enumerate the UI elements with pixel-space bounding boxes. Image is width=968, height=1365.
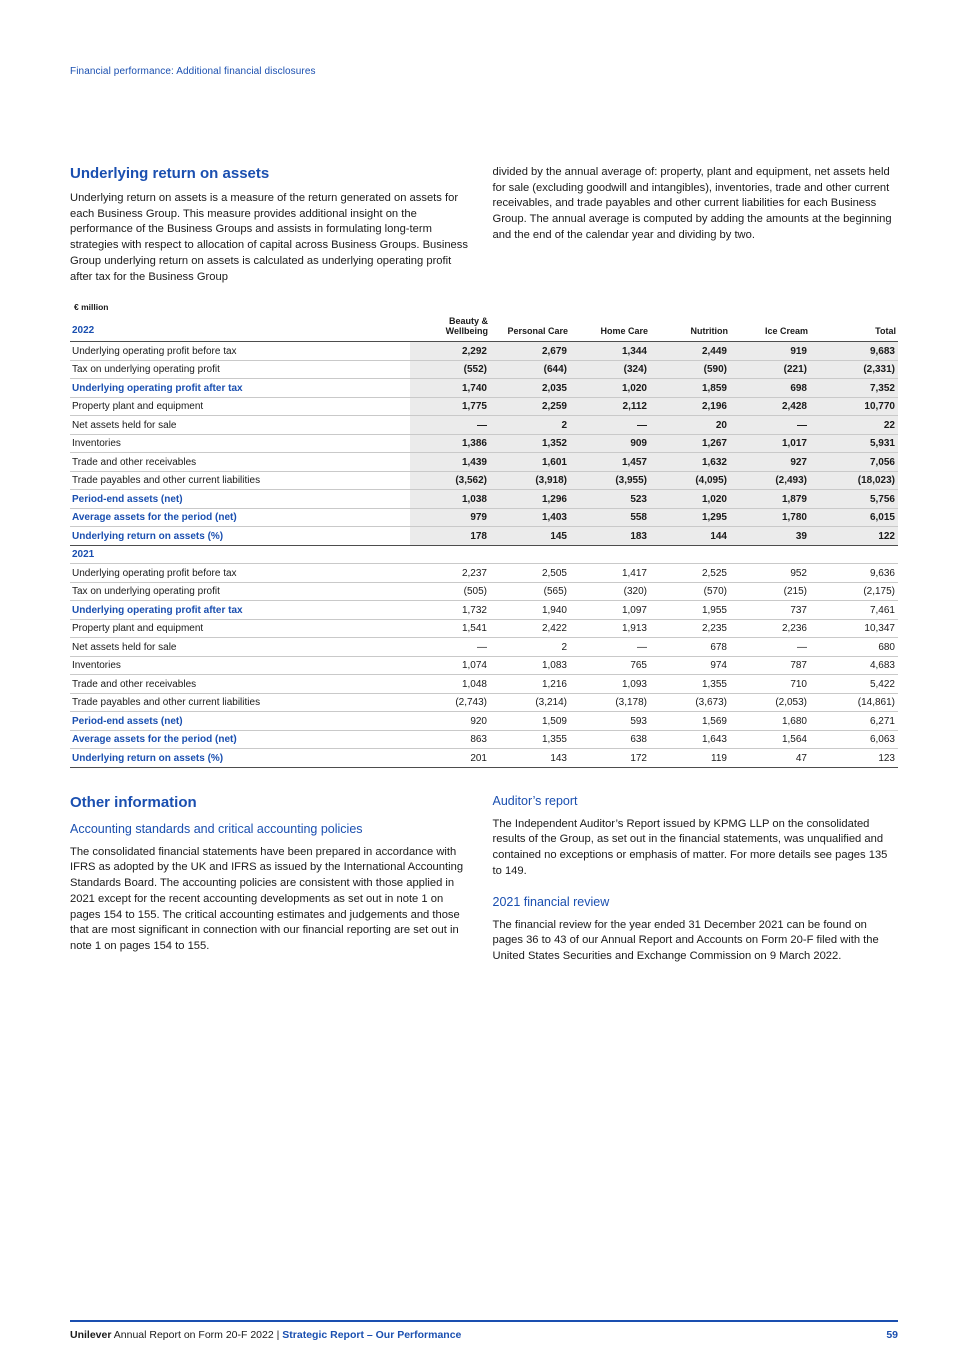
cell-value: 1,541	[461, 623, 487, 635]
cell-value: (644)	[490, 360, 570, 379]
row-label: Property plant and equipment	[72, 401, 204, 413]
cell-value: (320)	[623, 586, 647, 598]
table-row	[70, 730, 898, 749]
cell-value: 2	[561, 641, 567, 653]
cell-value: 201	[470, 752, 487, 764]
cell-value: 1,093	[621, 678, 647, 690]
cell-value: (3,673)	[695, 697, 727, 709]
row-label: Tax on underlying operating profit	[72, 364, 220, 376]
table-row	[70, 656, 898, 675]
cell-value: 1,020	[570, 379, 650, 398]
cell-value: 5,756	[810, 490, 898, 509]
cell-value: (3,955)	[570, 471, 650, 490]
cell-value: 920	[470, 715, 487, 727]
cell-value: 1,780	[730, 508, 810, 527]
cell-value: 7,461	[869, 604, 895, 616]
cell-value: 2,525	[701, 567, 727, 579]
table-row	[70, 508, 898, 527]
roa-table-body	[70, 342, 898, 768]
cell-value: 10,770	[810, 397, 898, 416]
cell-value: 593	[630, 715, 647, 727]
cell-value: 6,015	[810, 508, 898, 527]
row-label: Tax on underlying operating profit	[72, 586, 220, 598]
cell-value: —	[637, 641, 647, 653]
cell-value: 123	[878, 752, 895, 764]
table-row	[70, 471, 898, 490]
cell-value: (3,214)	[535, 697, 567, 709]
breadcrumb: Financial performance: Additional financial disclosures	[70, 66, 316, 77]
cell-value: 178	[410, 527, 490, 546]
row-label: Period-end assets (net)	[72, 493, 183, 505]
cell-value: (14,861)	[857, 697, 895, 709]
cell-value: 678	[710, 641, 727, 653]
footer-section: Strategic Report – Our Performance	[282, 1329, 462, 1341]
cell-value: (221)	[730, 360, 810, 379]
cell-value: (4,095)	[650, 471, 730, 490]
table-row	[70, 360, 898, 379]
cell-value: 2,679	[490, 342, 570, 361]
cell-value: (2,493)	[730, 471, 810, 490]
cell-value: 919	[730, 342, 810, 361]
cell-value: —	[410, 416, 490, 435]
roa-right-column	[493, 165, 899, 285]
column-header: Ice Cream	[730, 316, 810, 342]
cell-value: —	[570, 416, 650, 435]
cell-value: (505)	[463, 586, 487, 598]
cell-value: 20	[650, 416, 730, 435]
cell-value: 47	[795, 752, 807, 764]
footer-report-name: Annual Report on Form 20-F 2022 |	[111, 1329, 283, 1341]
cell-value: 1,569	[701, 715, 727, 727]
cell-value: 1,913	[621, 623, 647, 635]
cell-value: 1,955	[701, 604, 727, 616]
row-label: Underlying return on assets (%)	[72, 752, 224, 764]
cell-value: 1,775	[410, 397, 490, 416]
cell-value: 1,564	[781, 734, 807, 746]
cell-value: 1,344	[570, 342, 650, 361]
cell-value: 1,457	[570, 453, 650, 472]
table-row	[70, 434, 898, 453]
row-label: Period-end assets (net)	[72, 715, 183, 727]
empty-cell	[730, 545, 810, 564]
cell-value: 1,732	[461, 604, 487, 616]
cell-value: 7,352	[810, 379, 898, 398]
accounting-standards-title: Accounting standards and critical accounting policies	[70, 821, 363, 836]
cell-value: 1,859	[650, 379, 730, 398]
cell-value: 1,267	[650, 434, 730, 453]
roa-paragraph-left: Underlying return on assets is a measure of the return generated on assets for each Business Group. This measure provides additional insight on the performance of the Business Groups and assists in formulating long-term strategies with respect to allocation of capital across Business Groups. Business Group underlying return on assets is calculated as underlying operating profit after tax for the Business Group	[70, 192, 468, 283]
cell-value: 9,683	[810, 342, 898, 361]
row-label: Net assets held for sale	[72, 641, 177, 653]
cell-value: (3,178)	[615, 697, 647, 709]
cell-value: 1,940	[541, 604, 567, 616]
cell-value: 952	[790, 567, 807, 579]
cell-value: 979	[410, 508, 490, 527]
cell-value: 119	[711, 752, 727, 764]
row-label: Trade and other receivables	[72, 456, 197, 468]
cell-value: —	[730, 416, 810, 435]
cell-value: (2,053)	[775, 697, 807, 709]
cell-value: 7,056	[810, 453, 898, 472]
cell-value: 172	[630, 752, 647, 764]
row-label: Property plant and equipment	[72, 623, 204, 635]
row-label: Inventories	[72, 438, 121, 450]
cell-value: (324)	[570, 360, 650, 379]
cell-value: 2,292	[410, 342, 490, 361]
cell-value: 558	[570, 508, 650, 527]
cell-value: (565)	[543, 586, 567, 598]
cell-value: 2,505	[541, 567, 567, 579]
row-label: Average assets for the period (net)	[72, 512, 237, 524]
cell-value: 1,020	[650, 490, 730, 509]
column-header: Personal Care	[490, 316, 570, 342]
column-header: Beauty & Wellbeing	[410, 316, 490, 342]
cell-value: 710	[790, 678, 807, 690]
cell-value: 2,112	[570, 397, 650, 416]
row-label: Trade payables and other current liabilities	[72, 697, 261, 709]
table-header-row	[70, 316, 898, 342]
cell-value: 1,509	[541, 715, 567, 727]
cell-value: 1,074	[461, 660, 487, 672]
table-unit-label: € million	[74, 302, 109, 313]
year-header: 2022	[70, 316, 410, 342]
table-row	[70, 527, 898, 546]
cell-value: (590)	[650, 360, 730, 379]
cell-value: —	[477, 641, 487, 653]
cell-value: 1,355	[701, 678, 727, 690]
cell-value: 183	[570, 527, 650, 546]
column-header: Nutrition	[650, 316, 730, 342]
cell-value: 39	[730, 527, 810, 546]
cell-value: 1,601	[490, 453, 570, 472]
cell-value: 1,097	[621, 604, 647, 616]
roa-section-title: Underlying return on assets	[70, 165, 270, 182]
cell-value: 787	[790, 660, 807, 672]
cell-value: 1,680	[781, 715, 807, 727]
cell-value: 1,017	[730, 434, 810, 453]
cell-value: 863	[470, 734, 487, 746]
row-label: Underlying operating profit after tax	[72, 604, 243, 616]
cell-value: 1,038	[410, 490, 490, 509]
cell-value: 5,931	[810, 434, 898, 453]
cell-value: 680	[878, 641, 895, 653]
row-label: Underlying operating profit before tax	[72, 345, 237, 357]
cell-value: 2,428	[730, 397, 810, 416]
cell-value: 122	[810, 527, 898, 546]
other-right-column	[493, 794, 899, 965]
cell-value: (2,743)	[455, 697, 487, 709]
auditors-report-text: The Independent Auditor’s Report issued by KPMG LLP on the consolidated results of the Group, as set out in the financial statements, was unqualified and contained no exceptions or emphasis of matter. For more details see pages 135 to 149.	[492, 817, 888, 877]
column-header: Total	[810, 316, 898, 342]
cell-value: 1,439	[410, 453, 490, 472]
cell-value: 2,035	[490, 379, 570, 398]
table-row	[70, 619, 898, 638]
auditors-report-title: Auditor’s report	[492, 793, 578, 808]
cell-value: (3,562)	[410, 471, 490, 490]
cell-value: 909	[570, 434, 650, 453]
accounting-standards-text: The consolidated financial statements have been prepared in accordance with IFRS as adopted by the UK and IFRS as issued by the International Accounting Standards Board. The accounting policies are consistent with those applied in 2021 except for the recent accounting developments as set out in note 1 on pages 154 to 155. The critical accounting estimates and judgements and those that are most significant in connection with our financial reporting are set out in note 1 on pages 154 to 155.	[70, 845, 464, 952]
cell-value: (2,175)	[863, 586, 895, 598]
cell-value: 9,636	[869, 567, 895, 579]
table-row	[70, 693, 898, 712]
cell-value: 2,237	[461, 567, 487, 579]
cell-value: 1,216	[541, 678, 567, 690]
cell-value: (3,918)	[490, 471, 570, 490]
cell-value: 523	[570, 490, 650, 509]
cell-value: (552)	[410, 360, 490, 379]
cell-value: 1,417	[621, 567, 647, 579]
page-number: 59	[886, 1329, 898, 1341]
cell-value: 143	[550, 752, 567, 764]
row-label: Trade and other receivables	[72, 678, 197, 690]
cell-value: 22	[810, 416, 898, 435]
other-information-title: Other information	[70, 793, 197, 811]
cell-value: 1,083	[541, 660, 567, 672]
table-row	[70, 379, 898, 398]
table-row	[70, 749, 898, 768]
cell-value: 1,352	[490, 434, 570, 453]
table-row	[70, 638, 898, 657]
row-label: Net assets held for sale	[72, 419, 177, 431]
footer-brand: Unilever	[70, 1329, 112, 1341]
table-row	[70, 601, 898, 620]
cell-value: 638	[630, 734, 647, 746]
roa-table	[70, 316, 898, 768]
cell-value: (18,023)	[810, 471, 898, 490]
cell-value: 2,449	[650, 342, 730, 361]
cell-value: 145	[490, 527, 570, 546]
empty-cell	[650, 545, 730, 564]
row-label: Underlying operating profit before tax	[72, 567, 237, 579]
roa-left-column	[70, 165, 476, 285]
row-label: Trade payables and other current liabilities	[72, 475, 261, 487]
empty-cell	[490, 545, 570, 564]
page-footer	[70, 1320, 898, 1341]
cell-value: 6,063	[869, 734, 895, 746]
cell-value: —	[797, 641, 807, 653]
cell-value: 10,347	[864, 623, 895, 635]
row-label: Inventories	[72, 660, 121, 672]
cell-value: 1,295	[650, 508, 730, 527]
cell-value: 5,422	[869, 678, 895, 690]
cell-value: 1,643	[701, 734, 727, 746]
row-label: Underlying return on assets (%)	[72, 530, 224, 542]
row-label: Underlying operating profit after tax	[72, 382, 243, 394]
empty-cell	[410, 545, 490, 564]
year-row	[70, 545, 898, 564]
cell-value: 927	[730, 453, 810, 472]
cell-value: 765	[630, 660, 647, 672]
table-row	[70, 342, 898, 361]
cell-value: 1,879	[730, 490, 810, 509]
empty-cell	[810, 545, 898, 564]
table-row	[70, 712, 898, 731]
table-row	[70, 582, 898, 601]
table-row	[70, 397, 898, 416]
cell-value: 1,403	[490, 508, 570, 527]
other-information-section	[70, 794, 898, 965]
cell-value: 737	[790, 604, 807, 616]
footer-text	[70, 1329, 461, 1341]
table-row	[70, 416, 898, 435]
table-row	[70, 453, 898, 472]
empty-cell	[570, 545, 650, 564]
cell-value: 2,196	[650, 397, 730, 416]
cell-value: 2,235	[701, 623, 727, 635]
cell-value: 974	[710, 660, 727, 672]
column-header: Home Care	[570, 316, 650, 342]
cell-value: 2	[490, 416, 570, 435]
row-label: Average assets for the period (net)	[72, 734, 237, 746]
financial-review-text: The financial review for the year ended 31 December 2021 can be found on pages 36 to 43 of our Annual Report and Accounts on Form 20-F filed with the United States Securities and Exchange Commission on 9 March 2022.	[492, 918, 879, 962]
cell-value: 2,236	[781, 623, 807, 635]
cell-value: 1,048	[461, 678, 487, 690]
cell-value: 4,683	[869, 660, 895, 672]
cell-value: 1,386	[410, 434, 490, 453]
other-left-column	[70, 794, 476, 965]
table-row	[70, 564, 898, 583]
cell-value: 1,355	[541, 734, 567, 746]
cell-value: 2,422	[541, 623, 567, 635]
year-label: 2021	[72, 549, 95, 561]
cell-value: 698	[730, 379, 810, 398]
cell-value: (2,331)	[810, 360, 898, 379]
cell-value: (215)	[783, 586, 807, 598]
cell-value: 1,632	[650, 453, 730, 472]
roa-paragraph-right: divided by the annual average of: property, plant and equipment, net assets held for sale (excluding goodwill and intangibles), inventories, trade and other current receivables, and trade payables and other current liabilities for each Business Group. The annual average is computed by adding the amounts at the beginning and the end of the calendar year and dividing by two.	[492, 166, 892, 241]
roa-section	[70, 165, 898, 285]
table-row	[70, 490, 898, 509]
cell-value: 6,271	[869, 715, 895, 727]
cell-value: 2,259	[490, 397, 570, 416]
table-row	[70, 675, 898, 694]
cell-value: 1,740	[410, 379, 490, 398]
cell-value: (570)	[703, 586, 727, 598]
cell-value: 1,296	[490, 490, 570, 509]
financial-review-title: 2021 financial review	[492, 894, 610, 909]
cell-value: 144	[650, 527, 730, 546]
